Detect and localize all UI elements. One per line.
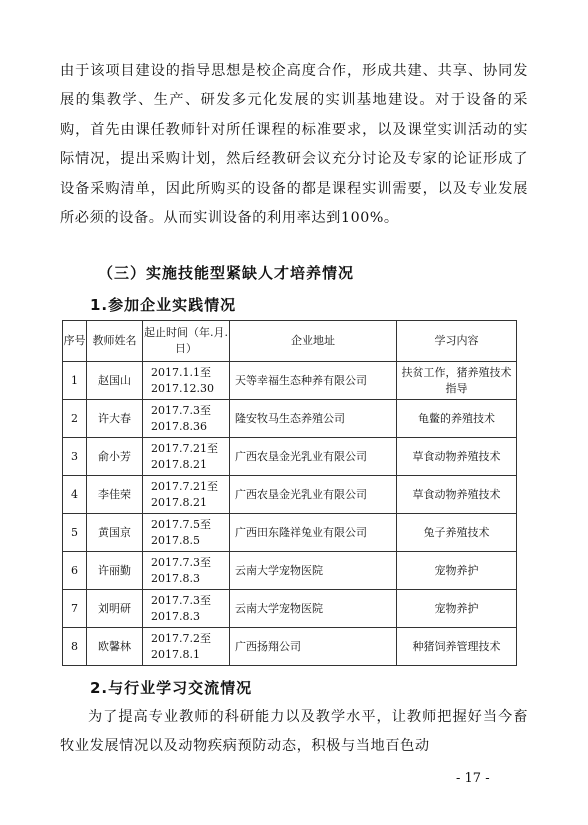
row-end-date: 2017.8.3	[151, 609, 200, 623]
table-row	[63, 476, 517, 514]
row-content: 草食动物养殖技术	[397, 438, 517, 476]
row-address: 云南大学宠物医院	[230, 590, 397, 628]
row-address: 广西农垦金光乳业有限公司	[230, 438, 397, 476]
row-end-date: 2017.8.5	[151, 533, 200, 547]
table-row	[63, 590, 517, 628]
subheading-industry-exchange: 2.与行业学习交流情况	[90, 679, 253, 697]
row-teacher: 赵国山	[87, 362, 143, 400]
enterprise-practice-table	[62, 320, 517, 666]
row-start-date: 2017.7.3至	[151, 403, 211, 417]
row-content: 宠物养护	[397, 552, 517, 590]
row-dates	[143, 628, 230, 666]
section-heading: （三）实施技能型紧缺人才培养情况	[98, 264, 355, 282]
row-teacher: 李佳荣	[87, 476, 143, 514]
table-row	[63, 628, 517, 666]
row-address: 隆安牧马生态养殖公司	[230, 400, 397, 438]
row-end-date: 2017.8.21	[151, 457, 207, 471]
row-start-date: 2017.7.2至	[151, 631, 211, 645]
row-content: 扶贫工作，猪养殖技术指导	[397, 362, 517, 400]
row-content: 龟鳖的养殖技术	[397, 400, 517, 438]
row-no: 5	[63, 514, 87, 552]
header-content: 学习内容	[397, 321, 517, 362]
row-address: 广西扬翔公司	[230, 628, 397, 666]
table-row	[63, 438, 517, 476]
row-no: 1	[63, 362, 87, 400]
row-start-date: 2017.1.1至	[151, 365, 211, 379]
row-end-date: 2017.8.3	[151, 571, 200, 585]
intro-paragraph: 由于该项目建设的指导思想是校企高度合作，形成共建、共享、协同发展的集教学、生产、研发多元化发展的实训基地建设。对于设备的采购，首先由课任教师针对所任课程的标准要求，以及课堂实训活动的实际情况，提出采购计划，然后经教研会议充分讨论及专家的论证形成了设备采购清单，因此所购买的设备的都是课程实训需要，以及专业发展所必须的设备。从而实训设备的利用率达到100%。	[60, 63, 528, 227]
header-dates: 起止时间（年.月.日）	[143, 321, 230, 362]
closing-paragraph: 为了提高专业教师的科研能力以及教学水平，让教师把握好当今畜牧业发展情况以及动物疾病预防动态，积极与当地百色动	[60, 709, 528, 755]
row-no: 8	[63, 628, 87, 666]
row-end-date: 2017.8.1	[151, 647, 200, 661]
row-dates	[143, 514, 230, 552]
row-teacher: 俞小芳	[87, 438, 143, 476]
row-dates	[143, 400, 230, 438]
table-row	[63, 552, 517, 590]
row-start-date: 2017.7.21至	[151, 479, 218, 493]
row-teacher: 黄国京	[87, 514, 143, 552]
table-header-row	[63, 321, 517, 362]
row-teacher: 许大春	[87, 400, 143, 438]
row-address: 广西田东隆祥兔业有限公司	[230, 514, 397, 552]
row-end-date: 2017.8.36	[151, 419, 207, 433]
row-content: 种猪饲养管理技术	[397, 628, 517, 666]
row-no: 2	[63, 400, 87, 438]
header-teacher: 教师姓名	[87, 321, 143, 362]
row-dates	[143, 362, 230, 400]
header-address: 企业地址	[230, 321, 397, 362]
row-content: 兔子养殖技术	[397, 514, 517, 552]
row-dates	[143, 552, 230, 590]
table-row	[63, 362, 517, 400]
row-no: 3	[63, 438, 87, 476]
row-address: 云南大学宠物医院	[230, 552, 397, 590]
row-no: 6	[63, 552, 87, 590]
row-start-date: 2017.7.21至	[151, 441, 218, 455]
row-start-date: 2017.7.3至	[151, 555, 211, 569]
table-row	[63, 400, 517, 438]
row-address: 广西农垦金光乳业有限公司	[230, 476, 397, 514]
row-content: 草食动物养殖技术	[397, 476, 517, 514]
page-number: - 17 -	[456, 771, 490, 786]
row-no: 4	[63, 476, 87, 514]
subheading-enterprise-practice: 1.参加企业实践情况	[90, 296, 237, 314]
row-teacher: 刘明研	[87, 590, 143, 628]
row-content: 宠物养护	[397, 590, 517, 628]
row-start-date: 2017.7.5至	[151, 517, 211, 531]
row-teacher: 许丽勤	[87, 552, 143, 590]
row-address: 天等幸福生态种养有限公司	[230, 362, 397, 400]
row-end-date: 2017.12.30	[151, 381, 214, 395]
row-dates	[143, 590, 230, 628]
table-row	[63, 514, 517, 552]
row-teacher: 欧馨林	[87, 628, 143, 666]
row-end-date: 2017.8.21	[151, 495, 207, 509]
row-dates	[143, 438, 230, 476]
row-no: 7	[63, 590, 87, 628]
row-dates	[143, 476, 230, 514]
header-no: 序号	[63, 321, 87, 362]
row-start-date: 2017.7.3至	[151, 593, 211, 607]
